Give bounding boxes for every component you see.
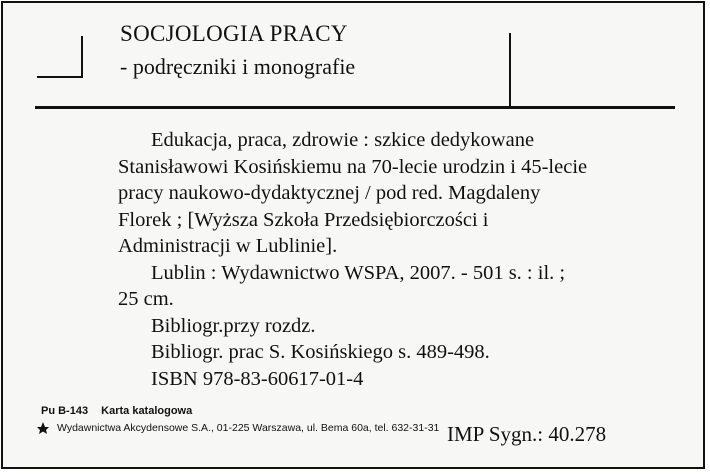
publisher-logo-icon — [36, 421, 50, 435]
note-line: Bibliogr.przy rozdz. — [151, 314, 316, 337]
horizontal-rule — [35, 106, 675, 109]
card-type: Karta katalogowa — [101, 405, 193, 417]
bibliographic-description — [118, 127, 663, 392]
record-line: Edukacja, praca, zdrowie : szkice dedykowane — [151, 129, 535, 151]
isbn-line: ISBN 978-83-60617-01-4 — [151, 367, 364, 390]
catalog-card — [1, 1, 705, 469]
imprint-line: 25 cm. — [118, 288, 174, 310]
card-form-label — [41, 405, 192, 417]
series-title: SOCJOLOGIA PRACY — [120, 21, 348, 46]
series-subtitle: - podręczniki i monografie — [120, 54, 356, 79]
form-code: Pu B-143 — [41, 405, 89, 417]
record-line: Stanisławowi Kosińskiemu na 70-lecie urodzin i 45-lecie — [118, 155, 588, 178]
record-line: Florek ; [Wyższa Szkoła Przedsiębiorczości i — [118, 208, 489, 231]
shelf-signature: IMP Sygn.: 40.278 — [447, 422, 607, 446]
publisher-line — [36, 421, 439, 435]
note-line: Bibliogr. prac S. Kosińskiego s. 489-498. — [151, 341, 490, 363]
imprint-line: Lublin : Wydawnictwo WSPA, 2007. - 501 s. : il. ; — [151, 261, 566, 284]
corner-bracket — [37, 36, 83, 78]
publisher-text: Wydawnictwa Akcydensowe S.A., 01-225 Warszawa, ul. Bema 60a, tel. 632-31-31 — [57, 422, 440, 434]
record-line: Administracji w Lublinie]. — [118, 235, 338, 257]
record-line: pracy naukowo-dydaktycznej / pod red. Magdaleny — [118, 182, 541, 204]
vertical-divider — [509, 33, 511, 109]
